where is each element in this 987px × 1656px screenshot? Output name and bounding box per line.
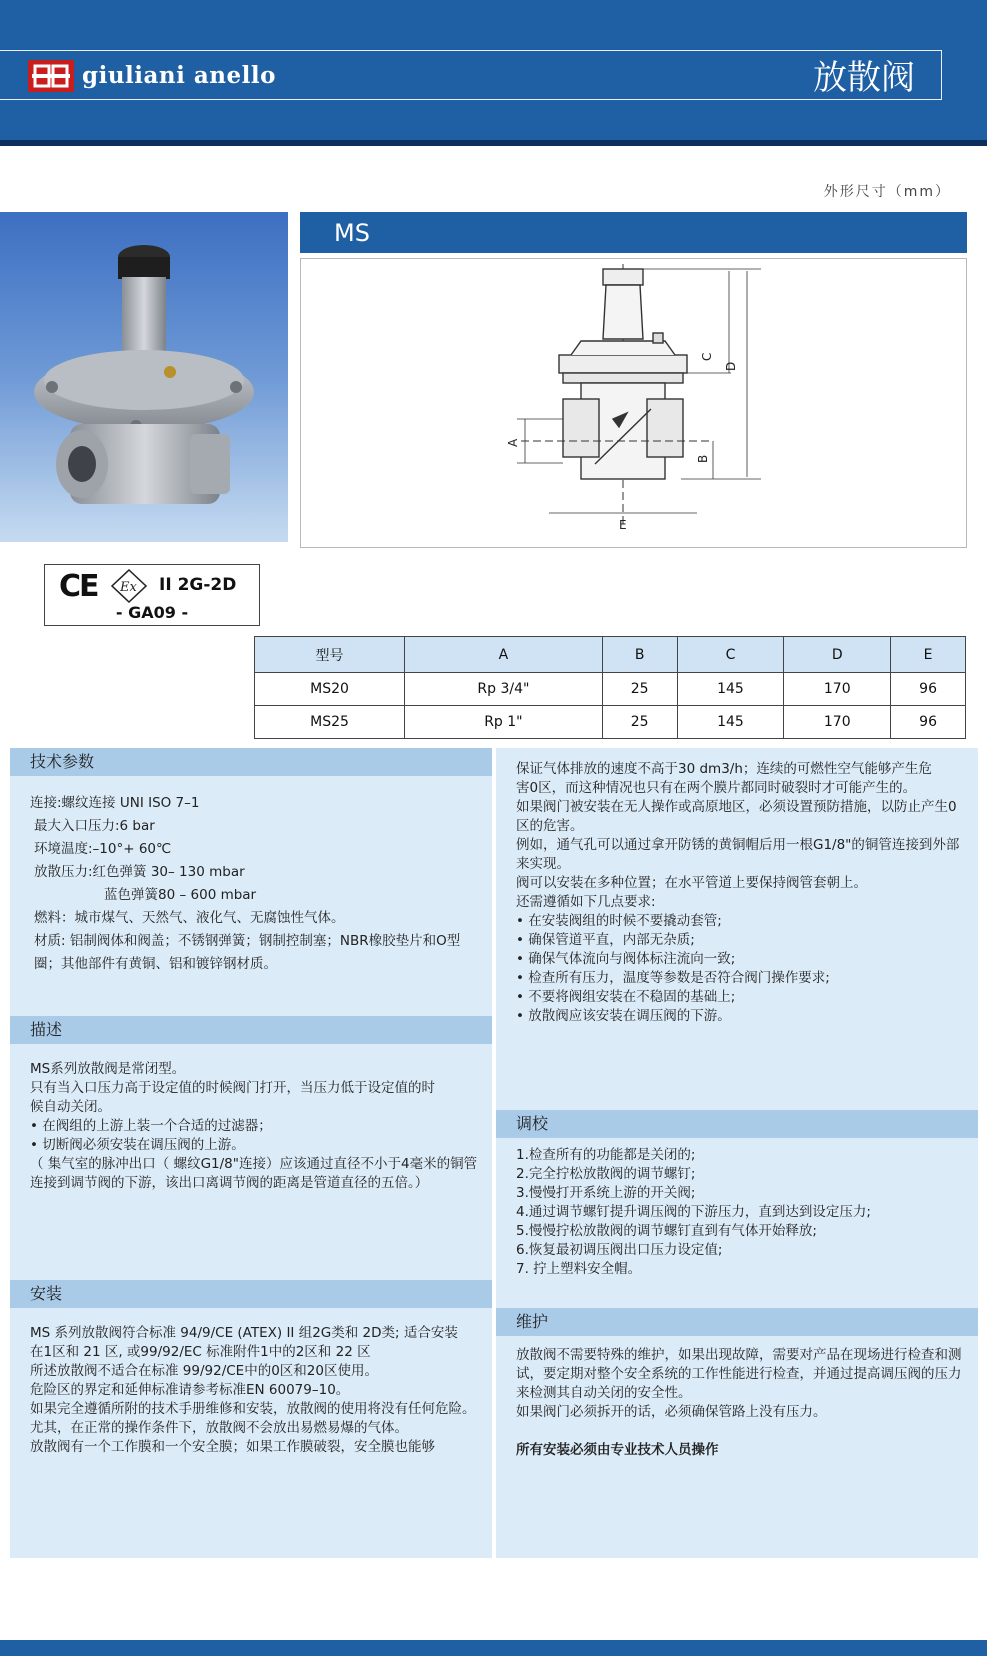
certification-box bbox=[44, 564, 260, 626]
table-cell: 170 bbox=[784, 673, 891, 706]
table-header: 型号 bbox=[255, 637, 405, 673]
calibration-step: 5.慢慢拧松放散阀的调节螺钉直到有气体开始释放; bbox=[516, 1223, 817, 1239]
table-row bbox=[255, 706, 966, 739]
install-line: 尤其，在正常的操作条件下，放散阀不会放出易燃易爆的气体。 bbox=[30, 1420, 408, 1436]
maintenance-line: 如果阀门必须拆开的话，必须确保管路上没有压力。 bbox=[516, 1404, 827, 1420]
calibration-step: 2.完全拧松放散阀的调节螺钉; bbox=[516, 1166, 696, 1182]
table-cell: 170 bbox=[784, 706, 891, 739]
safety-line: 如果阀门被安装在无人操作或高原地区，必须设置预防措施，以防止产生0区的危害。 bbox=[516, 799, 957, 834]
tech-line: 最大入口压力:6 bar bbox=[34, 818, 155, 834]
right-info-panel bbox=[496, 748, 978, 1558]
description-body bbox=[30, 1060, 480, 1193]
calibration-body bbox=[516, 1146, 966, 1279]
product-photo bbox=[0, 212, 288, 542]
tech-line: 燃料：城市煤气、天然气、液化气、无腐蚀性气体。 bbox=[34, 910, 345, 926]
tech-line: 蓝色弹簧80 – 600 mbar bbox=[104, 887, 257, 903]
atex-ex-icon bbox=[111, 569, 147, 603]
install-line: 放散阀有一个工作膜和一个安全膜；如果工作膜破裂，安全膜也能够 bbox=[30, 1439, 435, 1455]
install-line: 在1区和 21 区, 或99/92/EC 标准附件1中的2区和 22 区 bbox=[30, 1344, 371, 1360]
table-cell: 25 bbox=[602, 673, 677, 706]
install-line: MS 系列放散阀符合标准 94/9/CE (ATEX) II 组2G类和 2D类; 适合安装 bbox=[30, 1325, 458, 1341]
table-cell: Rp 1" bbox=[405, 706, 603, 739]
table-cell: MS20 bbox=[255, 673, 405, 706]
table-cell: 145 bbox=[677, 706, 784, 739]
maintenance-note: 所有安装必须由专业技术人员操作 bbox=[516, 1442, 719, 1458]
brand-name: giuliani anello bbox=[82, 62, 276, 89]
section-heading-description: 描述 bbox=[10, 1016, 492, 1044]
safety-body bbox=[516, 760, 966, 1026]
drawing-label-a: A bbox=[506, 438, 520, 447]
safety-line: • 检查所有压力，温度等参数是否符合阀门操作要求; bbox=[516, 970, 830, 986]
valve-photo-illustration bbox=[0, 212, 288, 542]
safety-line: 害0区，而这种情况也只有在两个膜片都同时破裂时才可能产生的。 bbox=[516, 780, 917, 796]
tech-line: 材质: 铝制阀体和阀盖；不锈钢弹簧；钢制控制塞；NBR橡胶垫片和O型圈；其他部件有黄铜、铝和镀锌钢材质。 bbox=[34, 933, 461, 972]
safety-line: • 放散阀应该安装在调压阀的下游。 bbox=[516, 1008, 731, 1024]
table-header: E bbox=[891, 637, 966, 673]
safety-line: 阀可以安装在多种位置；在水平管道上要保持阀管套朝上。 bbox=[516, 875, 867, 891]
certification-code: - GA09 - bbox=[115, 603, 189, 622]
safety-line: 保证气体排放的速度不高于30 dm3/h；连续的可燃性空气能够产生危 bbox=[516, 761, 932, 777]
table-header: C bbox=[677, 637, 784, 673]
tech-line: 放散压力:红色弹簧 30– 130 mbar bbox=[34, 864, 245, 880]
section-heading-tech: 技术参数 bbox=[10, 748, 492, 776]
safety-line: 还需遵循如下几点要求: bbox=[516, 894, 656, 910]
table-cell: Rp 3/4" bbox=[405, 673, 603, 706]
header-underline bbox=[0, 140, 987, 146]
description-line: • 在阀组的上游上装一个合适的过滤器； bbox=[30, 1118, 272, 1134]
table-header: D bbox=[784, 637, 891, 673]
maintenance-line: 放散阀不需要特殊的维护，如果出现故障，需要对产品在现场进行检查和测试，要定期对整个安全系统的工作性能进行检查，并通过提高调压阀的压力来检测其自动关闭的安全性。 bbox=[516, 1347, 962, 1401]
safety-line: • 确保管道平直，内部无杂质; bbox=[516, 932, 695, 948]
table-header-row bbox=[255, 637, 966, 673]
table-cell: 96 bbox=[891, 706, 966, 739]
model-banner bbox=[300, 212, 967, 253]
description-line: 候自动关闭。 bbox=[30, 1099, 111, 1115]
ex-mark-text: Ex bbox=[120, 580, 137, 595]
maintenance-body bbox=[516, 1346, 966, 1460]
calibration-step: 1.检查所有的功能都是关闭的; bbox=[516, 1147, 696, 1163]
brand-logo-icon bbox=[28, 60, 74, 92]
left-info-panel bbox=[10, 748, 492, 1558]
safety-line: • 在安装阀组的时候不要撬动套管; bbox=[516, 913, 722, 929]
valve-drawing-svg bbox=[301, 259, 966, 547]
table-cell: 96 bbox=[891, 673, 966, 706]
section-heading-calibration: 调校 bbox=[496, 1110, 978, 1138]
tech-line: 环境温度:–10°+ 60℃ bbox=[34, 841, 172, 857]
install-line: 如果完全遵循所附的技术手册维修和安装，放散阀的使用将没有任何危险。 bbox=[30, 1401, 476, 1417]
page-title: 放散阀 bbox=[813, 58, 915, 98]
footer-bar bbox=[0, 1640, 987, 1656]
header-banner bbox=[0, 0, 987, 140]
install-line: 所述放散阀不适合在标准 99/92/CE中的0区和20区使用。 bbox=[30, 1363, 378, 1379]
install-body bbox=[30, 1324, 480, 1457]
safety-line: • 确保气体流向与阀体标注流向一致; bbox=[516, 951, 736, 967]
drawing-label-d: D bbox=[724, 361, 738, 371]
model-name: MS bbox=[334, 219, 370, 247]
table-cell: MS25 bbox=[255, 706, 405, 739]
safety-line: 例如，通气孔可以通过拿开防锈的黄铜帽后用一根G1/8"的铜管连接到外部来实现。 bbox=[516, 837, 960, 872]
table-cell: 145 bbox=[677, 673, 784, 706]
description-line: MS系列放散阀是常闭型。 bbox=[30, 1061, 186, 1077]
description-line: • 切断阀必须安装在调压阀的上游。 bbox=[30, 1137, 245, 1153]
drawing-label-e: E bbox=[619, 518, 627, 532]
section-heading-maintenance: 维护 bbox=[496, 1308, 978, 1336]
ce-mark: CE bbox=[59, 569, 98, 604]
table-header: B bbox=[602, 637, 677, 673]
table-header: A bbox=[405, 637, 603, 673]
calibration-step: 6.恢复最初调压阀出口压力设定值; bbox=[516, 1242, 723, 1258]
table-cell: 25 bbox=[602, 706, 677, 739]
section-heading-install: 安装 bbox=[10, 1280, 492, 1308]
install-line: 危险区的界定和延伸标准请参考标准EN 60079–10。 bbox=[30, 1382, 350, 1398]
drawing-label-c: C bbox=[700, 352, 714, 361]
calibration-step: 3.慢慢打开系统上游的开关阀; bbox=[516, 1185, 696, 1201]
atex-class: II 2G-2D bbox=[159, 575, 237, 595]
description-line: （ 集气室的脉冲出口（ 螺纹G1/8"连接）应该通过直径不小于4毫米的铜管连接到调节阀的下游，该出口离调节阀的距离是管道直径的五倍。） bbox=[30, 1156, 478, 1191]
tech-line: 连接:螺纹连接 UNI ISO 7–1 bbox=[30, 795, 200, 811]
table-row bbox=[255, 673, 966, 706]
drawing-label-b: B bbox=[696, 454, 710, 463]
description-line: 只有当入口压力高于设定值的时候阀门打开，当压力低于设定值的时 bbox=[30, 1080, 435, 1096]
dimension-note: 外形尺寸（mm） bbox=[823, 184, 951, 200]
dimension-table bbox=[254, 636, 966, 739]
calibration-step: 7. 拧上塑料安全帽。 bbox=[516, 1261, 642, 1277]
tech-params-body bbox=[30, 792, 480, 976]
dimension-drawing bbox=[300, 258, 967, 548]
safety-line: • 不要将阀组安装在不稳固的基础上; bbox=[516, 989, 736, 1005]
calibration-step: 4.通过调节螺钉提升调压阀的下游压力，直到达到设定压力; bbox=[516, 1204, 871, 1220]
